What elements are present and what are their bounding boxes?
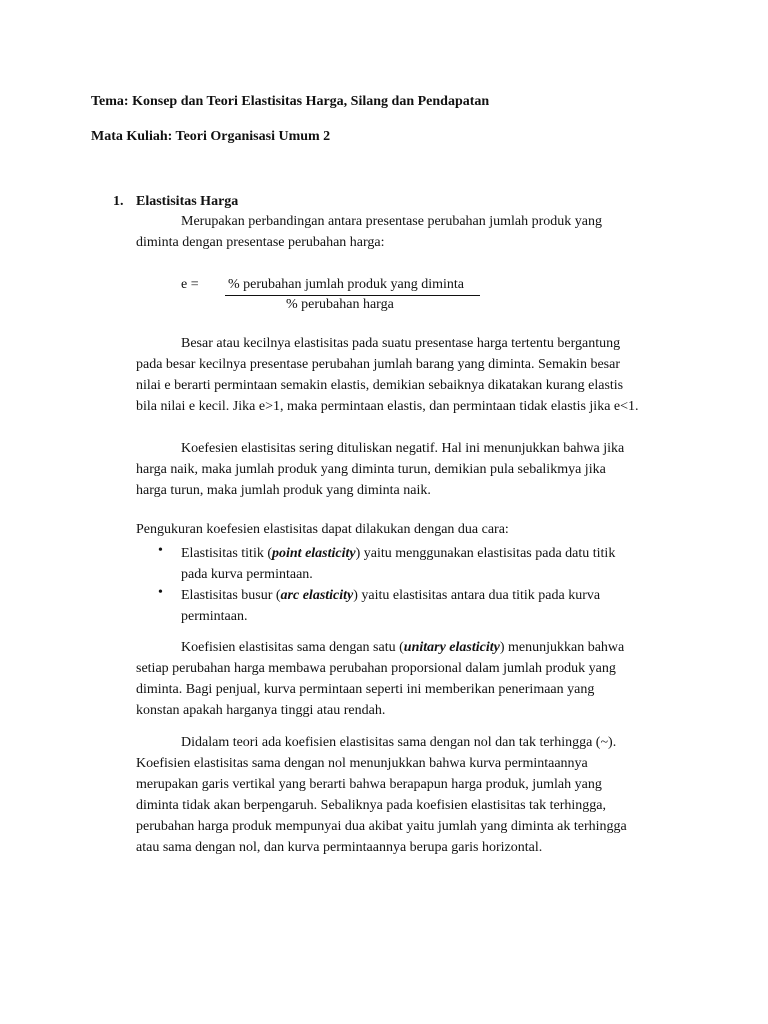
section-title: Elastisitas Harga	[136, 194, 239, 209]
paragraph-besar	[136, 333, 639, 417]
paragraph-line: merupakan garis vertikal yang berarti bahwa berapapun harga produk, jumlah yang	[136, 777, 602, 792]
intro-line: Merupakan perbandingan antara presentase perubahan jumlah produk yang	[181, 214, 603, 229]
paragraph-line: bila nilai e kecil. Jika e>1, maka permintaan elastis, dan permintaan tidak elastis jika e<1.	[136, 399, 639, 414]
formula-denominator: % perubahan harga	[286, 297, 394, 312]
section-number: 1.	[113, 194, 124, 209]
formula-lhs: e =	[181, 277, 199, 292]
bullet-line: pada kurva permintaan.	[181, 567, 313, 582]
topic-heading: Tema: Konsep dan Teori Elastisitas Harga, Silang dan Pendapatan	[91, 94, 490, 109]
paragraph-line: nilai e berarti permintaan semakin elastis, demikian sebaiknya dikatakan kurang elastis	[136, 378, 624, 393]
course-heading: Mata Kuliah: Teori Organisasi Umum 2	[91, 129, 331, 144]
fraction-bar	[225, 295, 480, 296]
intro-paragraph	[136, 211, 602, 253]
bullet-line	[181, 585, 600, 606]
paragraph-line: pada besar kecilnya presentase perubahan jumlah barang yang diminta. Semakin besar	[136, 357, 620, 372]
paragraph-line: Koefesien elastisitas sering dituliskan negatif. Hal ini menunjukkan bahwa jika	[181, 441, 625, 456]
paragraph-line: harga turun, maka jumlah produk yang diminta naik.	[136, 483, 431, 498]
paragraph-line: Didalam teori ada koefisien elastisitas sama dengan nol dan tak terhingga (~).	[181, 735, 617, 750]
formula-numerator: % perubahan jumlah produk yang diminta	[228, 277, 464, 292]
paragraph-line: Besar atau kecilnya elastisitas pada suatu presentase harga tertentu bergantung	[181, 336, 621, 351]
paragraph-line: harga naik, maka jumlah produk yang diminta turun, demikian pula sebalikmya jika	[136, 462, 606, 477]
bullet-text: Elastisitas busur (	[181, 588, 281, 603]
paragraph-line: diminta. Bagi penjual, kurva permintaan seperti ini memberikan penerimaan yang	[136, 682, 595, 697]
bullet-item-arc-elasticity	[181, 585, 600, 627]
bullet-dot: •	[158, 585, 163, 600]
bullet-text: ) yaitu menggunakan elastisitas pada datu titik	[355, 546, 616, 561]
bullet-text: Elastisitas titik (	[181, 546, 272, 561]
paragraph-line: atau sama dengan nol, dan kurva permintaannya berupa garis horizontal.	[136, 840, 543, 855]
paragraph-line: diminta tidak akan berpengaruh. Sebaliknya pada koefisien elastisitas tak terhingga,	[136, 798, 607, 813]
term-point-elasticity: point elasticity	[272, 546, 356, 561]
pengukuran-text: Pengukuran koefesien elastisitas dapat dilakukan dengan dua cara:	[136, 522, 509, 537]
intro-line: diminta dengan presentase perubahan harga:	[136, 235, 385, 250]
paragraph-line: perubahan harga produk mempunyai dua akibat yaitu jumlah yang diminta ak terhingga	[136, 819, 627, 834]
term-arc-elasticity: arc elasticity	[280, 588, 354, 603]
paragraph-line	[136, 637, 624, 658]
paragraph-line: setiap perubahan harga membawa perubahan proporsional dalam jumlah produk yang	[136, 661, 616, 676]
paragraph-line: Koefisien elastisitas sama dengan nol menunjukkan bahwa kurva permintaannya	[136, 756, 588, 771]
paragraph-text: Koefisien elastisitas sama dengan satu (	[181, 640, 404, 655]
bullet-item-point-elasticity	[181, 543, 615, 585]
paragraph-line: konstan apakah harganya tinggi atau rendah.	[136, 703, 386, 718]
bullet-text: ) yaitu elastisitas antara dua titik pada kurva	[353, 588, 601, 603]
bullet-line	[181, 543, 615, 564]
paragraph-text: ) menunjukkan bahwa	[499, 640, 625, 655]
term-unitary-elasticity: unitary elasticity	[403, 640, 500, 655]
bullet-line: permintaan.	[181, 609, 248, 624]
paragraph-unitary	[136, 637, 624, 721]
paragraph-koefesien	[136, 438, 624, 501]
bullet-dot: •	[158, 543, 163, 558]
paragraph-didalam	[136, 732, 627, 858]
